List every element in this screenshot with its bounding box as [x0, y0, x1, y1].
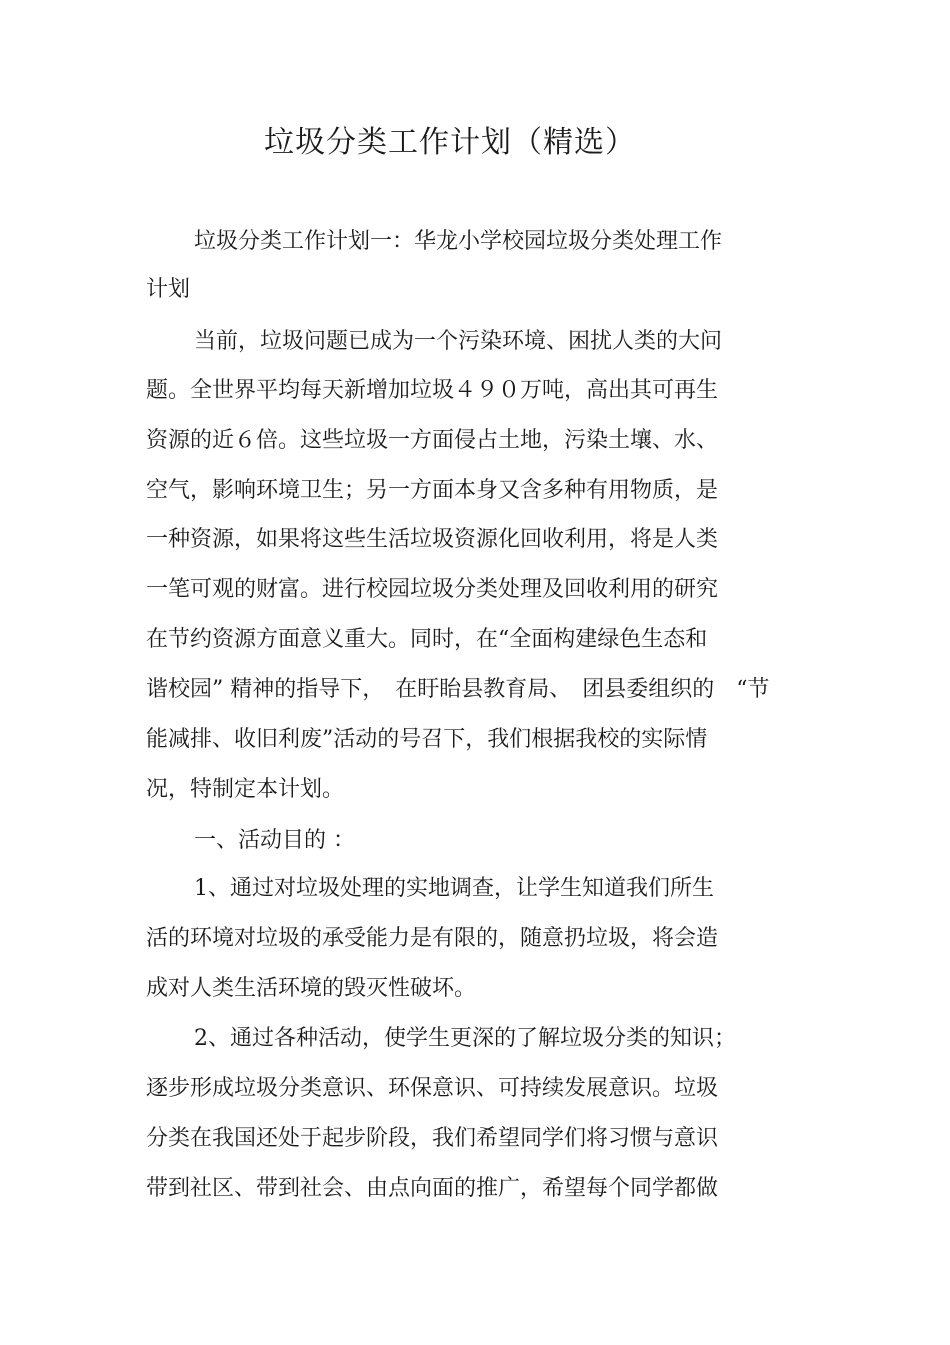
paragraph-line: 谐校园” 精神的指导下， 在盱眙县教育局、 团县委组织的 “节: [146, 677, 770, 702]
document-title: 垃圾分类工作计划（精选）: [264, 125, 636, 160]
paragraph-line: 空气，影响环境卫生；另一方面本身又含多种有用物质，是: [146, 478, 719, 503]
paragraph-line: 一笔可观的财富。进行校园垃圾分类处理及回收利用的研究: [146, 577, 719, 602]
list-item-line: 带到社区、带到社会、由点向面的推广，希望每个同学都做: [146, 1176, 719, 1201]
paragraph-line: 当前，垃圾问题已成为一个污染环境、困扰人类的大问: [194, 329, 723, 354]
paragraph-line: 一种资源，如果将这些生活垃圾资源化回收利用，将是人类: [146, 527, 719, 552]
paragraph-line: 题。全世界平均每天新增加垃圾４９０万吨，高出其可再生: [146, 378, 719, 403]
list-item-line: 逐步形成垃圾分类意识、环保意识、可持续发展意识。垃圾: [146, 1076, 719, 1101]
paragraph-line: 计划: [146, 277, 191, 302]
paragraph-line: 能减排、收旧利废”活动的号召下，我们根据我校的实际情: [146, 727, 708, 752]
list-item-line: 2、通过各种活动，使学生更深的了解垃圾分类的知识；: [194, 1026, 736, 1051]
list-item-line: 活的环境对垃圾的承受能力是有限的，随意扔垃圾，将会造: [146, 926, 719, 951]
section-heading-activity-goals: 一、活动目的 ：: [194, 828, 355, 853]
section-heading-plan-one: 垃圾分类工作计划一：华龙小学校园垃圾分类处理工作: [194, 229, 723, 254]
list-item-line: 成对人类生活环境的毁灭性破坏。: [146, 976, 477, 1001]
list-item-line: 1、通过对垃圾处理的实地调查，让学生知道我们所生: [194, 876, 714, 901]
paragraph-line: 况，特制定本计划。: [146, 777, 345, 802]
paragraph-line: 资源的近６倍。这些垃圾一方面侵占土地，污染土壤、水、: [146, 428, 719, 453]
list-item-line: 分类在我国还处于起步阶段，我们希望同学们将习惯与意识: [146, 1126, 719, 1151]
paragraph-line: 在节约资源方面意义重大。同时，在“全面构建绿色生态和: [146, 627, 708, 652]
